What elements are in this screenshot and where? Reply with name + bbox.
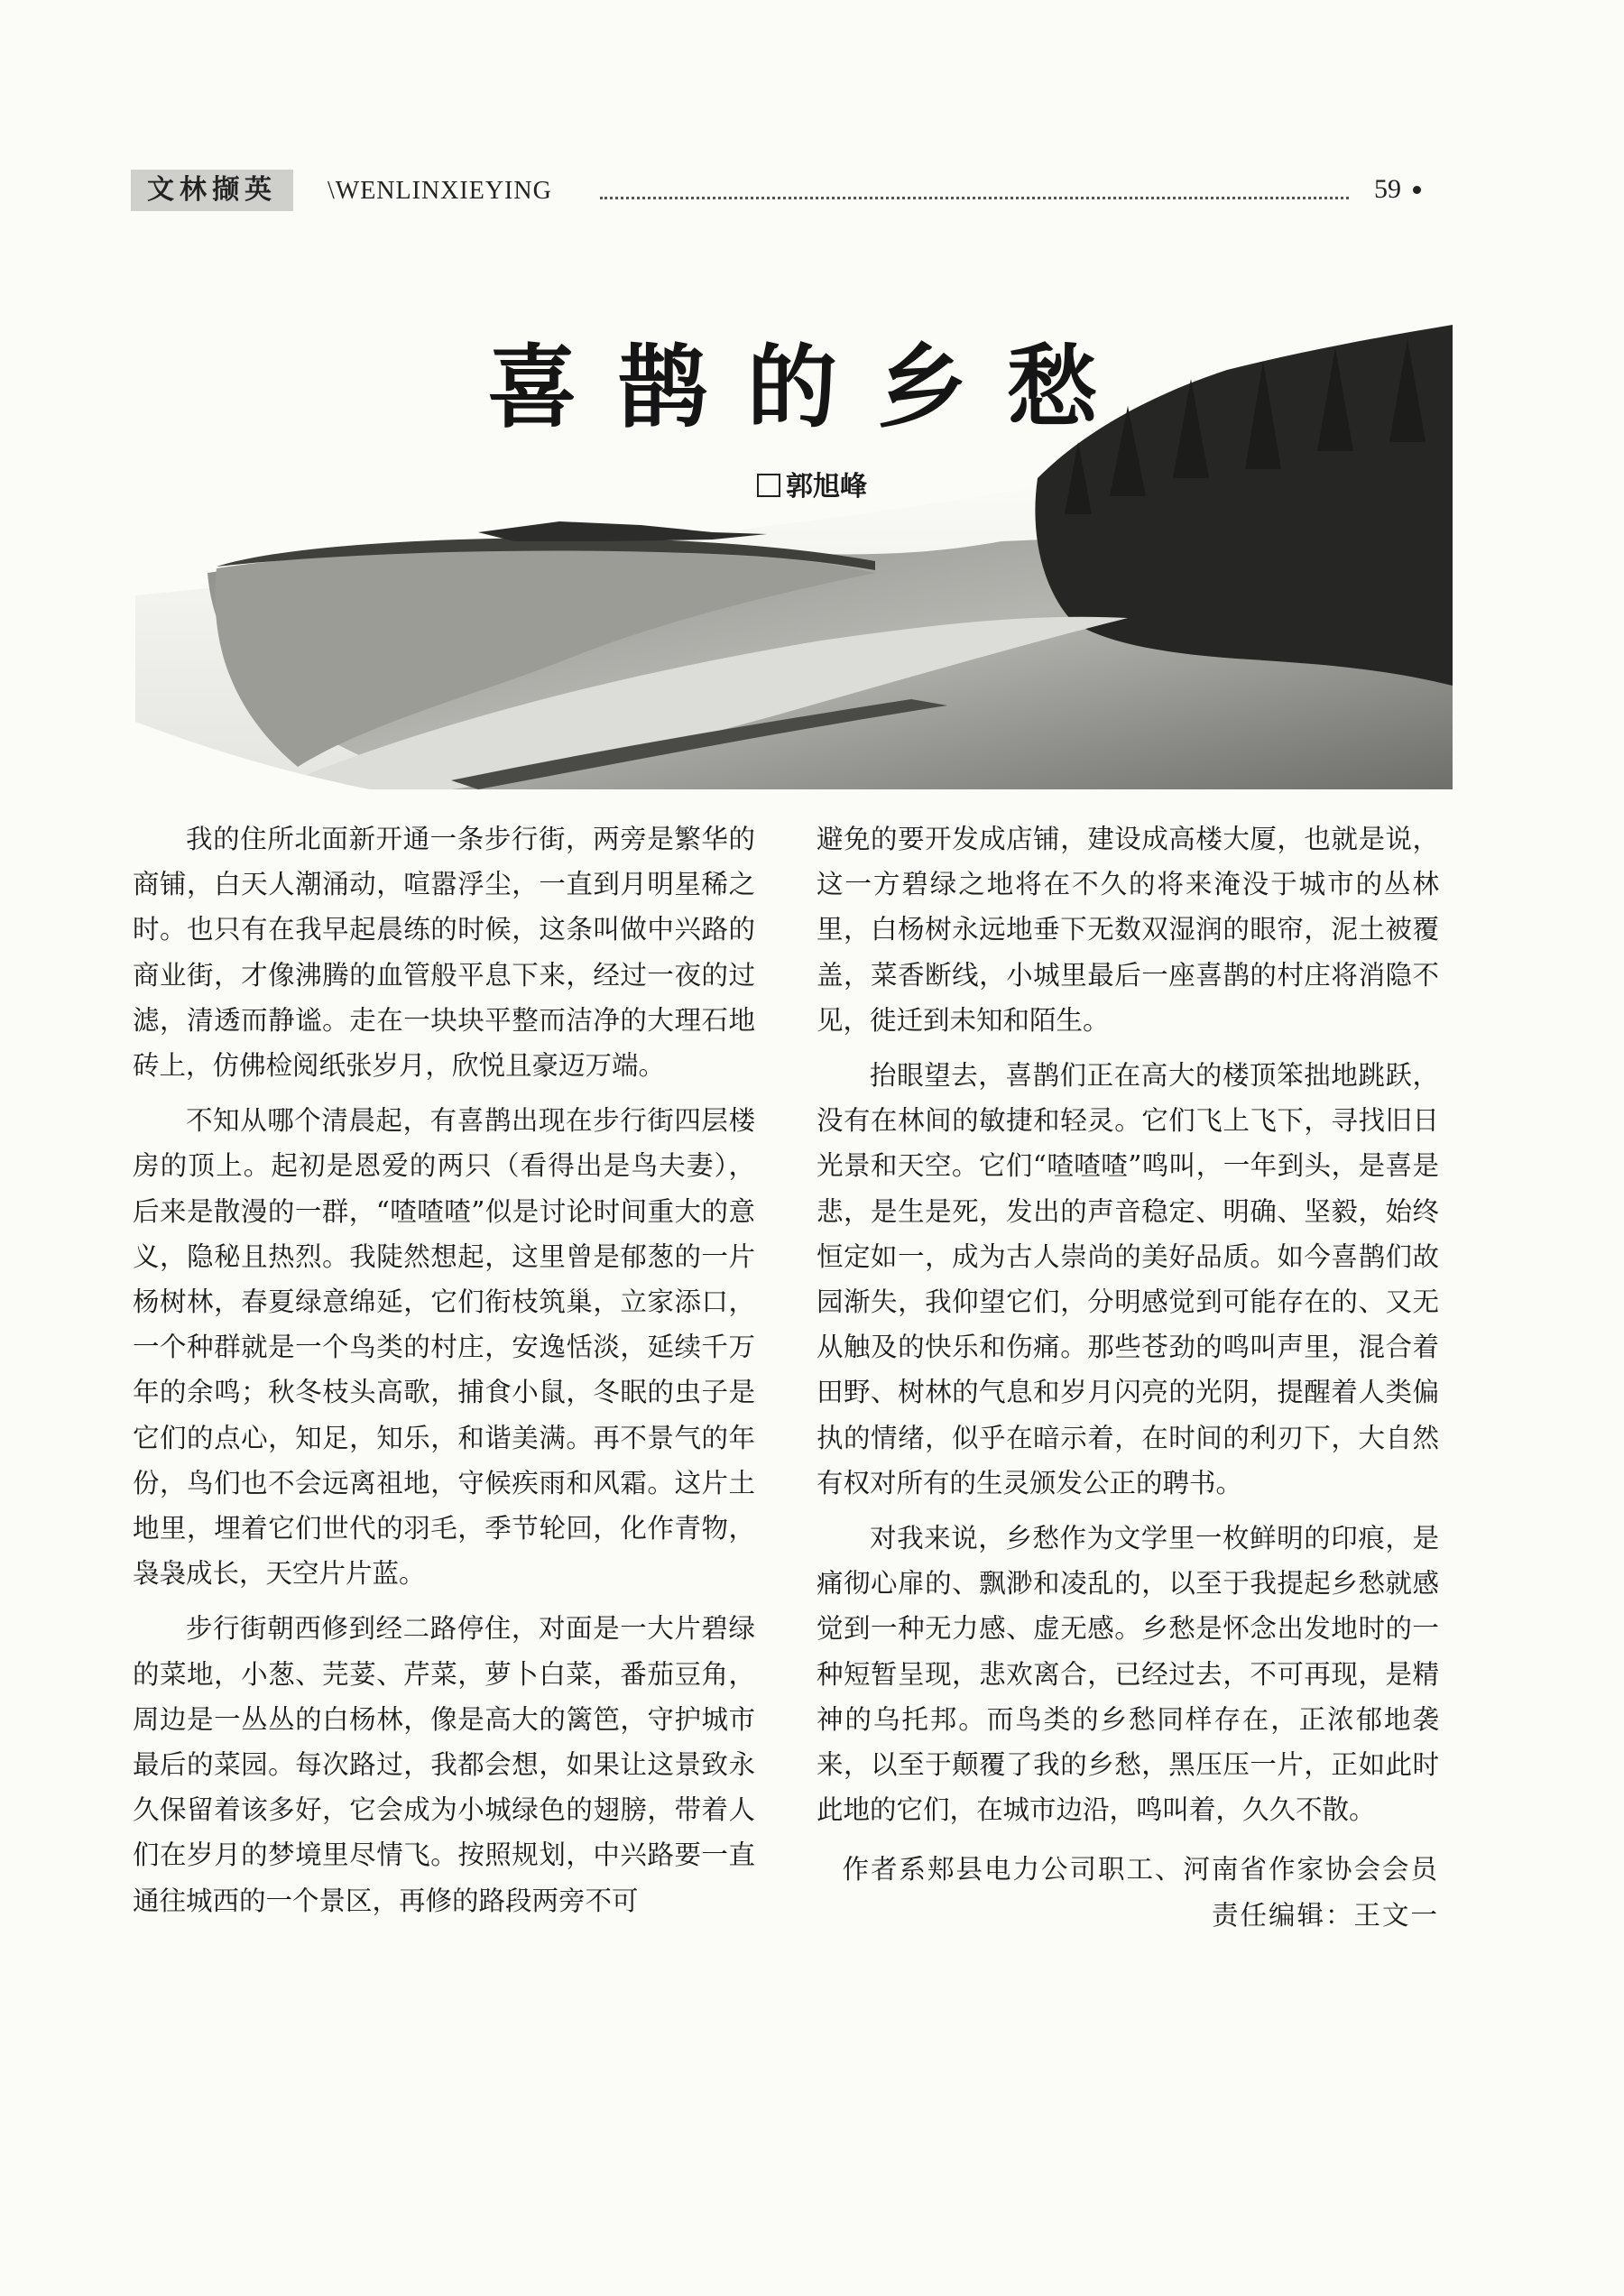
page-number: 59 <box>1374 174 1401 204</box>
paragraph: 抬眼望去，喜鹊们正在高大的楼顶笨拙地跳跃，没有在林间的敏捷和轻灵。它们飞上飞下，寻找旧日光景和天空。它们“喳喳喳”鸣叫，一年到头，是喜是悲，是生是死，发出的声音稳定、明确、坚毅，始终恒定如一，成为古人崇尚的美好品质。如今喜鹊们故园渐失，我仰望它们，分明感觉到可能存在的、又无从触及的快乐和伤痛。那些苍劲的鸣叫声里，混合着田野、树林的气息和岁月闪亮的光阴，提醒着人类偏执的情绪，似乎在暗示着，在时间的利刃下，大自然有权对所有的生灵颁发公正的聘书。 <box>817 1060 1439 1498</box>
byline <box>0 469 1624 505</box>
paragraph: 步行街朝西修到经二路停住，对面是一大片碧绿的菜地，小葱、芫荽、芹菜，萝卜白菜，番茄豆角，周边是一丛丛的白杨林，像是高大的篱笆，守护城市最后的菜园。每次路过，我都会想，如果让这景致永久保留着该多好，它会成为小城绿色的翅膀，带着人们在岁月的梦境里尽情飞。按照规划，中兴路要一直通往城西的一个景区，再修的路段两旁不可 <box>133 1613 755 1916</box>
section-latin-name: \WENLINXIEYING <box>328 177 552 205</box>
article-title: 喜鹊的乡愁 <box>487 335 1137 440</box>
paragraph: 对我来说，乡愁作为文学里一枚鲜明的印痕，是痛彻心扉的、飘渺和凌乱的，以至于我提起乡愁就感觉到一种无力感、虚无感。乡愁是怀念出发地时的一种短暂呈现，悲欢离合，已经过去，不可再现，是精神的乌托邦。而鸟类的乡愁同样存在，正浓郁地袭来，以至于颠覆了我的乡愁，黑压压一片，正如此时此地的它们，在城市边沿，鸣叫着，久久不散。 <box>817 1523 1439 1826</box>
editor-credit: 责任编辑：王文一 <box>1211 1899 1439 1931</box>
left-column <box>133 816 755 1933</box>
author-name: 郭旭峰 <box>786 471 867 503</box>
paragraph-continued: 避免的要开发成店铺，建设成高楼大厦，也就是说，这一方碧绿之地将在不久的将来淹没于城市的丛林里，白杨树永远地垂下无数双湿润的眼帘，泥土被覆盖，菜香断线，小城里最后一座喜鹊的村庄将消隐不见，徙迁到未知和陌生。 <box>817 824 1439 1036</box>
running-header <box>131 170 1421 215</box>
byline-box-icon <box>757 474 780 497</box>
right-column <box>817 816 1439 1948</box>
page-number-dot <box>1413 186 1421 194</box>
paragraph: 不知从哪个清晨起，有喜鹊出现在步行街四层楼房的顶上。起初是恩爱的两只（看得出是鸟夫妻），后来是散漫的一群，“喳喳喳”似是讨论时间重大的意义，隐秘且热烈。我陡然想起，这里曾是郁葱的一片杨树林，春夏绿意绵延，它们衔枝筑巢，立家添口，一个种群就是一个鸟类的村庄，安逸恬淡，延续千万年的余鸣；秋冬枝头高歌，捕食小鼠，冬眠的虫子是它们的点心，知足，知乐，和谐美满。再不景气的年份，鸟们也不会远离祖地，守候疾雨和风霜。这片土地里，埋着它们世代的羽毛，季节轮回，化作青物，袅袅成长，天空片片蓝。 <box>133 1105 755 1590</box>
author-note: 作者系郏县电力公司职工、河南省作家协会会员 <box>842 1854 1439 1886</box>
paragraph: 我的住所北面新开通一条步行街，两旁是繁华的商铺，白天人潮涌动，喧嚣浮尘，一直到月明星稀之时。也只有在我早起晨练的时候，这条叫做中兴路的商业街，才像沸腾的血管般平息下来，经过一夜的过滤，清透而静谧。走在一块块平整而洁净的大理石地砖上，仿佛检阅纸张岁月，欣悦且豪迈万端。 <box>133 824 755 1082</box>
section-tag: 文林撷英 <box>131 170 293 211</box>
dotted-leader <box>600 197 1349 199</box>
